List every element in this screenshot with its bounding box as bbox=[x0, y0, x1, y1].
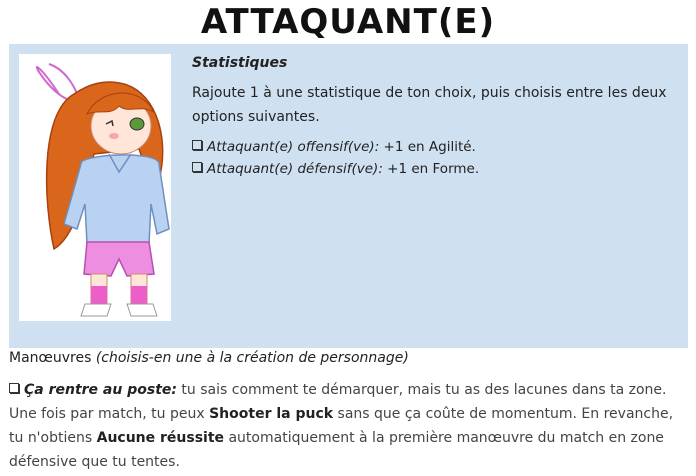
maneuvers-title: Manœuvres bbox=[9, 350, 92, 366]
maneuver-text-3: automatiquement à la première manœuvre du match en zone défensive que tu tentes. bbox=[9, 430, 664, 470]
checkbox-icon bbox=[192, 162, 202, 172]
maneuver-text-1: tu sais comment te démarquer, mais tu as des lacunes dans ta zone. Une fois par match, tu peux bbox=[9, 382, 667, 422]
character-drawing bbox=[19, 54, 171, 321]
character-illustration bbox=[19, 54, 171, 321]
option-defensive bbox=[192, 158, 672, 180]
option-text: +1 en Agilité. bbox=[379, 139, 476, 155]
checkbox-icon bbox=[192, 140, 202, 150]
option-lead: Attaquant(e) défensif(ve): bbox=[207, 161, 383, 177]
option-text: +1 en Forme. bbox=[382, 161, 480, 177]
stats-paragraph: Rajoute 1 à une statistique de ton choix, puis choisis entre les deux options suivantes. bbox=[192, 85, 667, 125]
maneuver-item bbox=[9, 378, 689, 474]
maneuver-keyword-success: Aucune réussite bbox=[96, 430, 225, 446]
option-offensive bbox=[192, 136, 672, 158]
maneuvers-heading bbox=[9, 348, 689, 368]
checkbox-icon bbox=[9, 383, 19, 393]
maneuver-keyword-shoot: Shooter la puck bbox=[209, 406, 334, 422]
maneuver-text-2: sans que ça coûte de momentum. En revanche, tu n'obtiens bbox=[9, 406, 674, 446]
page-title: ATTAQUANT(E) bbox=[200, 2, 496, 42]
stats-heading: Statistiques bbox=[192, 55, 288, 71]
maneuver-lead: Ça rentre au poste: bbox=[24, 382, 177, 398]
stats-section bbox=[192, 53, 672, 180]
option-lead: Attaquant(e) offensif(ve): bbox=[207, 139, 380, 155]
maneuvers-subtitle: (choisis-en une à la création de personnage) bbox=[95, 350, 409, 366]
